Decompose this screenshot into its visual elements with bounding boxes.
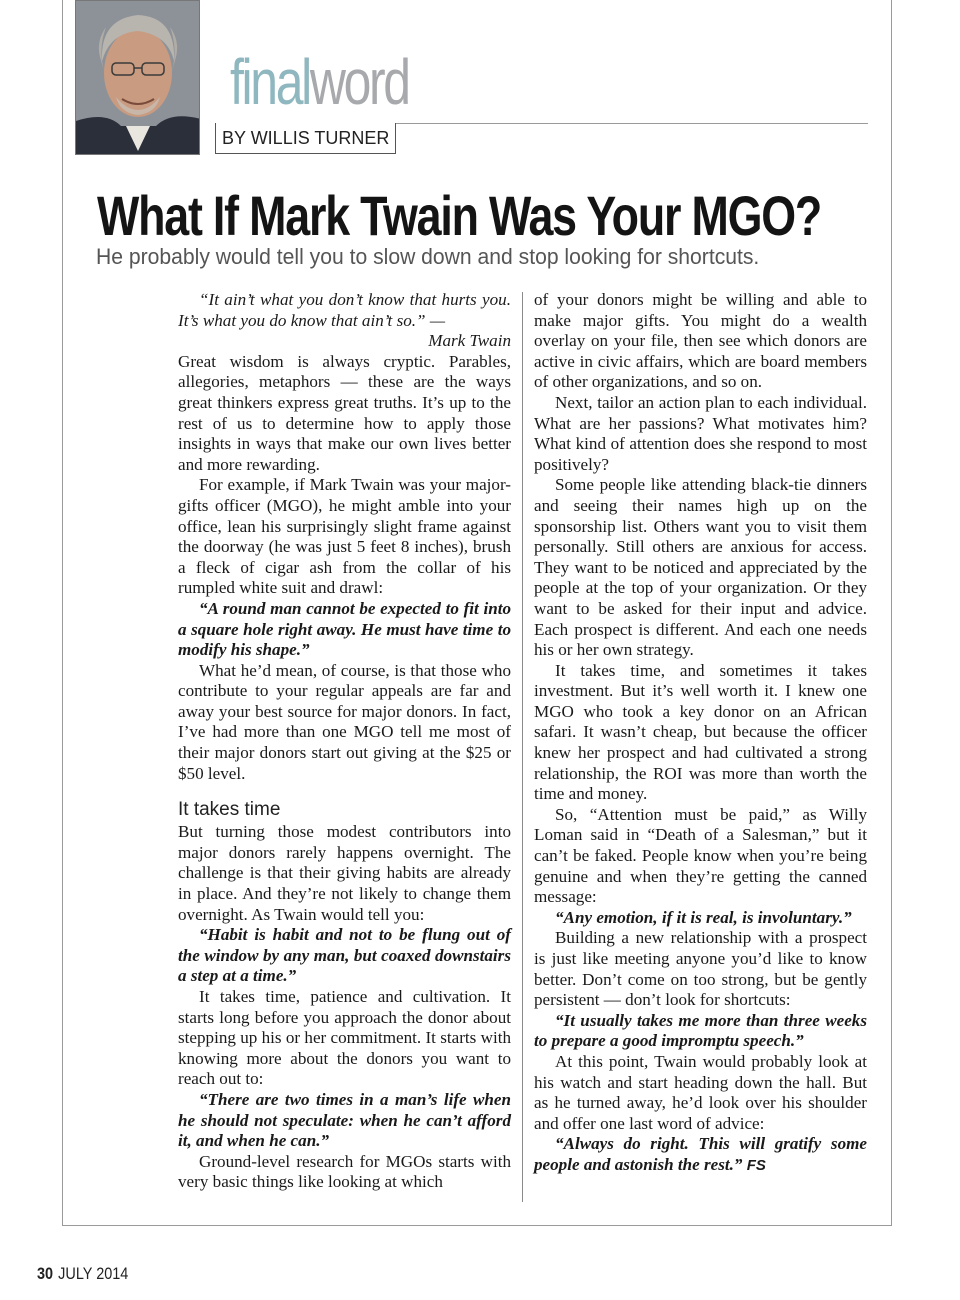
byline: BY WILLIS TURNER xyxy=(215,123,396,154)
paragraph: It takes time, patience and cultivation. It starts long before you approach the donor about stepping up his or her commitment. It starts with knowing more about the donors you want to reach out to: xyxy=(178,987,511,1089)
pull-quote: “Habit is habit and not to be flung out of the window by any man, but coaxed downstairs a step at a time.” xyxy=(178,925,511,986)
issue-date: JULY 2014 xyxy=(58,1264,129,1283)
paragraph: It takes time, and sometimes it takes investment. But it’s well worth it. I knew one MGO who took a key donor on an African safari. It wasn’t cheap, but because the officer knew her prospect and had cultivated a strong relationship, the ROI was more than worth the time and money. xyxy=(534,660,867,804)
paragraph: Great wisdom is always cryptic. Parables, allegories, metaphors — these are the ways great thinkers express great truths. It’s up to the rest of us to determine how to apply those insights in ways that make our own lives better and more rewarding. xyxy=(178,351,511,474)
paragraph: of your donors might be willing and able to make major gifts. You might do a wealth overlay on your file, then see which donors are active in civic affairs, which are board members of other organizations, and so on. xyxy=(534,290,867,392)
paragraph: For example, if Mark Twain was your major-gifts officer (MGO), he might amble into your office, lean his surprisingly slight frame against the doorway (he was just 5 feet 8 inches), brush a fleck of cigar ash from the collar of his rumpled white suit and drawl: xyxy=(178,475,511,598)
column-left xyxy=(178,290,511,1193)
paragraph: Building a new relationship with a prospect is just like meeting anyone you’d like to know better. Don’t come on too strong, but be gently persistent — don’t look for shortcuts: xyxy=(534,928,867,1010)
department-logo xyxy=(230,46,409,118)
pull-quote: “There are two times in a man’s life when he should not speculate: when he can’t afford it, and when he can.” xyxy=(178,1089,511,1151)
folio xyxy=(37,1264,128,1284)
subhead: It takes time xyxy=(178,799,281,821)
deck: He probably would tell you to slow down and stop looking for shortcuts. xyxy=(96,244,760,269)
epigraph-attribution: Mark Twain xyxy=(428,331,511,351)
department-logo-part2: word xyxy=(309,46,409,118)
column-divider xyxy=(522,292,523,1202)
epigraph xyxy=(178,290,511,352)
author-photo xyxy=(75,0,200,155)
column-right xyxy=(534,290,867,1177)
author-portrait-icon xyxy=(76,1,200,155)
paragraph: Next, tailor an action plan to each individual. What are her passions? What motivates him? What kind of attention does she respond to most positively? xyxy=(534,392,867,474)
department-logo-part1: final xyxy=(230,46,310,118)
closing-quote-text: “Always do right. This will gratify some people and astonish the rest.” xyxy=(534,1134,867,1174)
headline: What If Mark Twain Was Your MGO? xyxy=(97,184,822,247)
paragraph: Some people like attending black-tie dinners and seeing their names high up on the sponsorship list. Others want you to visit them personally. Still others are anxious for access. They want to be noticed and appreciated by the people at the top of your organization. Or they want to be asked for their input and advice. Each prospect is different. And each one needs his or her own strategy. xyxy=(534,475,867,660)
paragraph: At this point, Twain would probably look at his watch and start heading down the hall. But as he turned away, he’d look over his shoulder and offer one last word of advice: xyxy=(534,1051,867,1133)
end-mark: FS xyxy=(746,1156,766,1174)
page-number: 30 xyxy=(37,1264,54,1283)
pull-quote: “Any emotion, if it is real, is involuntary.” xyxy=(555,907,852,927)
closing-quote xyxy=(534,1134,867,1176)
pull-quote: “It usually takes me more than three weeks to prepare a good impromptu speech.” xyxy=(534,1010,867,1051)
paragraph: So, “Attention must be paid,” as Willy Loman said in “Death of a Salesman,” but it can’t be faked. People know when you’re being genuine and when they’re getting the canned message: xyxy=(534,804,867,907)
epigraph-text: “It ain’t what you don’t know that hurts you. It’s what you do know that ain’t so.” — xyxy=(178,290,511,330)
paragraph: Ground-level research for MGOs starts with very basic things like looking at which xyxy=(178,1151,511,1192)
paragraph: What he’d mean, of course, is that those who contribute to your regular appeals are far and away your best source for major donors. In fact, I’ve had more than one MGO tell me most of their major donors start out giving at the $25 or $50 level. xyxy=(178,660,511,783)
paragraph: But turning those modest contributors into major donors rarely happens overnight. The challenge is that their giving habits are already in place. And they’re not likely to change them overnight. As Twain would tell you: xyxy=(178,822,511,924)
pull-quote: “A round man cannot be expected to fit into a square hole right away. He must have time to modify his shape.” xyxy=(178,598,511,660)
